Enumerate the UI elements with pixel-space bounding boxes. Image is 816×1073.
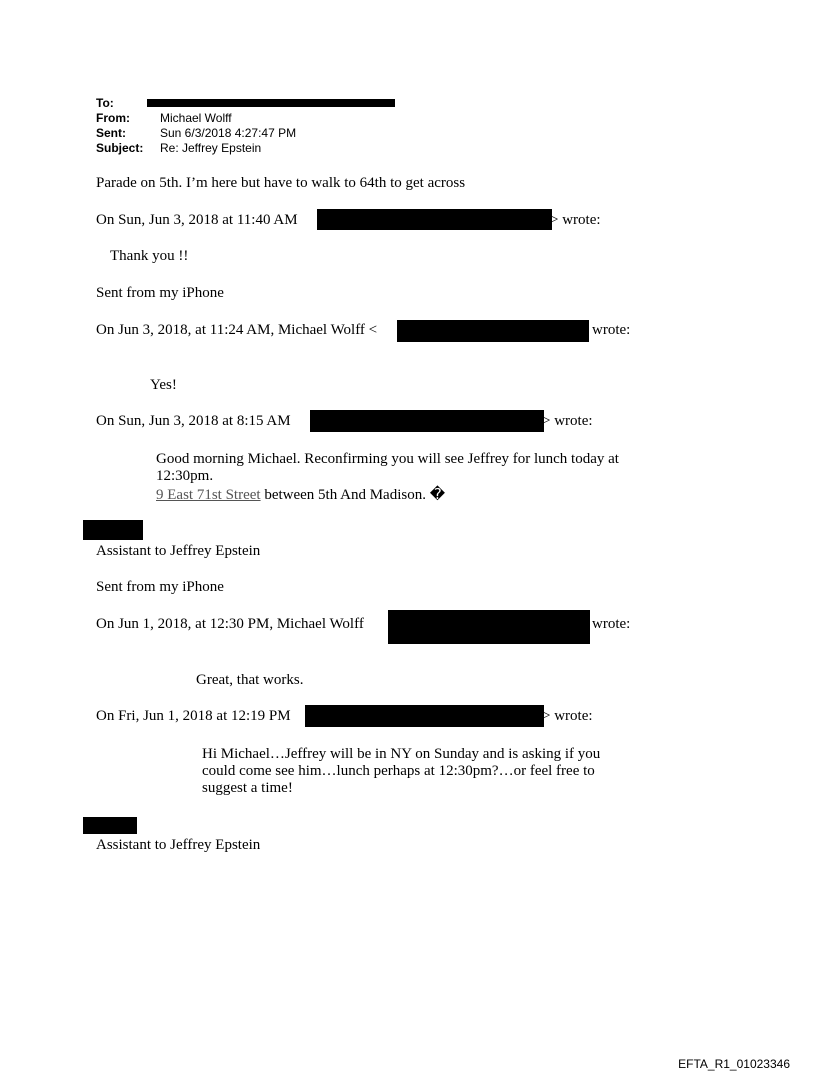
subject-label: Subject: (96, 141, 144, 155)
header-sent-row (96, 126, 296, 141)
document-id: EFTA_R1_01023346 (678, 1057, 790, 1071)
signature-line: Sent from my iPhone (96, 579, 224, 595)
quote-attribution-suffix: wrote: (592, 322, 631, 338)
message-body: Parade on 5th. I’m here but have to walk to 64th to get across (96, 175, 466, 191)
redaction-bar (397, 320, 589, 342)
quote-attribution-suffix: > wrote: (542, 413, 593, 429)
sent-label: Sent: (96, 126, 126, 140)
message-body: Hi Michael…Jeffrey will be in NY on Sunday and is asking if you could come see him…lunch perhaps at 12:30pm?…or feel free to suggest a time! (202, 746, 601, 796)
address-rest: between 5th And Madison. � (260, 487, 446, 503)
signature-line: Assistant to Jeffrey Epstein (96, 837, 261, 853)
message-body: Thank you !! (110, 248, 189, 264)
address-line (156, 487, 445, 504)
header-from-row (96, 111, 232, 126)
quote-attribution: On Jun 3, 2018, at 11:24 AM, Michael Wolff < (96, 322, 378, 338)
redaction-bar (388, 610, 590, 644)
redaction-bar (305, 705, 544, 727)
message-body: Great, that works. (196, 672, 304, 688)
message-body: Yes! (150, 377, 177, 393)
message-body-line: 12:30pm. (156, 468, 214, 484)
quote-attribution-suffix: > wrote: (550, 212, 601, 228)
signature-line: Assistant to Jeffrey Epstein (96, 543, 261, 559)
header-subject-row (96, 141, 261, 156)
redaction-bar (83, 520, 143, 540)
to-label: To: (96, 96, 114, 110)
redaction-bar (83, 817, 137, 834)
redaction-bar (317, 209, 552, 230)
sent-value: Sun 6/3/2018 4:27:47 PM (160, 126, 297, 140)
quote-attribution-suffix: > wrote: (542, 708, 593, 724)
from-label: From: (96, 111, 130, 125)
redaction-bar (310, 410, 544, 432)
quote-attribution: On Jun 1, 2018, at 12:30 PM, Michael Wolff (96, 616, 364, 632)
from-value: Michael Wolff (160, 111, 232, 125)
quote-attribution: On Sun, Jun 3, 2018 at 11:40 AM (96, 212, 298, 228)
message-body-line: Good morning Michael. Reconfirming you will see Jeffrey for lunch today at (156, 451, 619, 467)
quote-attribution: On Fri, Jun 1, 2018 at 12:19 PM (96, 708, 291, 724)
address-link[interactable]: 9 East 71st Street (156, 487, 261, 503)
signature-line: Sent from my iPhone (96, 285, 224, 301)
quote-attribution: On Sun, Jun 3, 2018 at 8:15 AM (96, 413, 291, 429)
quote-attribution-suffix: wrote: (592, 616, 631, 632)
redaction-bar (147, 99, 395, 107)
subject-value: Re: Jeffrey Epstein (160, 141, 262, 155)
